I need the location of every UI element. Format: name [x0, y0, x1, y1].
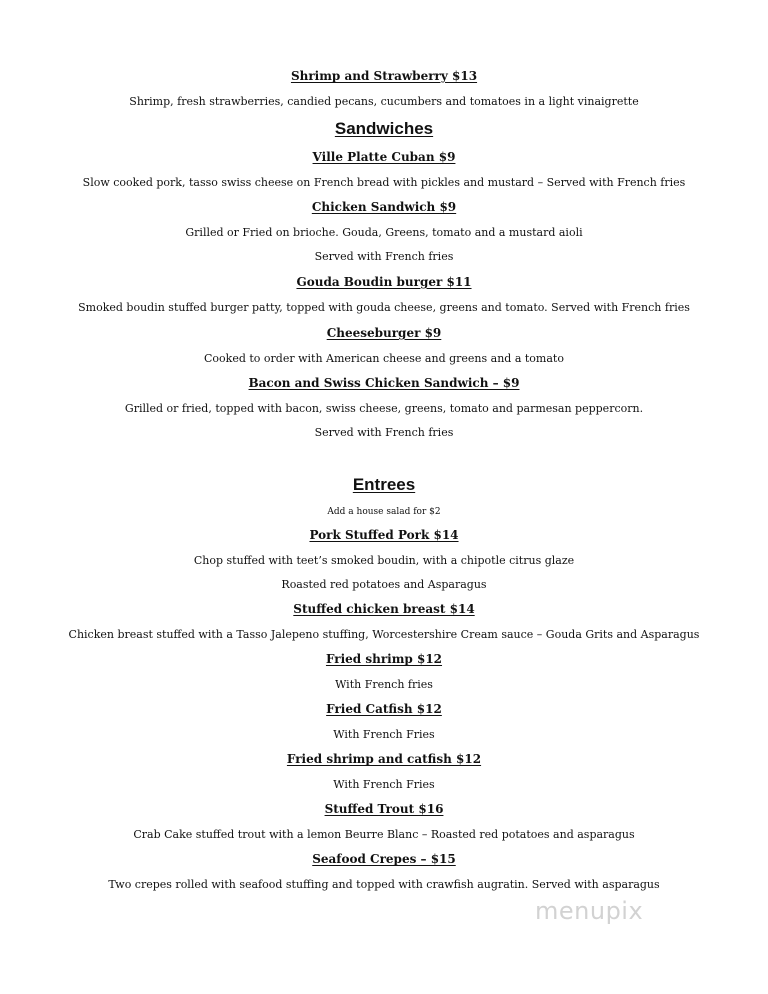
menu-item-title: Stuffed Trout $16 [324, 802, 444, 816]
menu-item-title: Bacon and Swiss Chicken Sandwich – $9 [248, 376, 520, 390]
menu-item-desc: Two crepes rolled with seafood stuffing and topped with crawfish augratin. Served with asparagus [108, 878, 660, 891]
menu-item-title: Fried shrimp and catfish $12 [286, 752, 482, 766]
section-title-sandwiches: Sandwiches [334, 119, 434, 138]
menu-item-desc: Smoked boudin stuffed burger patty, topped with gouda cheese, greens and tomato. Served with French fries [78, 301, 690, 314]
menu-item-title: Fried shrimp $12 [325, 652, 443, 666]
menu-item-desc: Grilled or Fried on brioche. Gouda, Greens, tomato and a mustard aioli [185, 226, 583, 239]
menu-item-desc: Crab Cake stuffed trout with a lemon Beurre Blanc – Roasted red potatoes and asparagus [133, 828, 635, 841]
menu-item-title: Gouda Boudin burger $11 [296, 275, 472, 289]
menu-item-title: Fried Catfish $12 [326, 702, 442, 716]
menu-item-title: Stuffed chicken breast $14 [293, 602, 475, 616]
menu-item-title: Pork Stuffed Pork $14 [309, 528, 459, 542]
menu-item-desc: Grilled or fried, topped with bacon, swiss cheese, greens, tomato and parmesan peppercorn. [124, 402, 644, 415]
watermark: menupix [535, 897, 644, 925]
menu-item-desc: With French Fries [333, 728, 435, 741]
menu-item-desc: With French Fries [333, 778, 435, 791]
menu-item-desc: Cooked to order with American cheese and greens and a tomato [204, 352, 564, 365]
menu-item-title: Ville Platte Cuban $9 [312, 150, 456, 164]
menu-item-title: Seafood Crepes – $15 [312, 852, 456, 866]
menu-item-desc: With French fries [335, 678, 433, 691]
menu-item-title: Chicken Sandwich $9 [311, 200, 457, 214]
menu-item-desc: Slow cooked pork, tasso swiss cheese on French bread with pickles and mustard – Served with French fries [82, 176, 686, 189]
menu-item-desc: Chicken breast stuffed with a Tasso Jalepeno stuffing, Worcestershire Cream sauce – Gouda Grits and Asparagus [68, 628, 700, 641]
menu-item-title: Shrimp and Strawberry $13 [290, 69, 478, 83]
menu-item-desc: Chop stuffed with teet’s smoked boudin, with a chipotle citrus glaze [193, 554, 575, 567]
section-note: Add a house salad for $2 [327, 507, 441, 517]
menu-item-desc: Served with French fries [314, 250, 454, 263]
menu-item-desc: Roasted red potatoes and Asparagus [281, 578, 487, 591]
menu-item-title: Cheeseburger $9 [326, 326, 442, 340]
menu-item-desc: Shrimp, fresh strawberries, candied pecans, cucumbers and tomatoes in a light vinaigrette [129, 95, 639, 108]
section-title-entrees: Entrees [352, 475, 416, 494]
menu-item-desc: Served with French fries [314, 426, 454, 439]
